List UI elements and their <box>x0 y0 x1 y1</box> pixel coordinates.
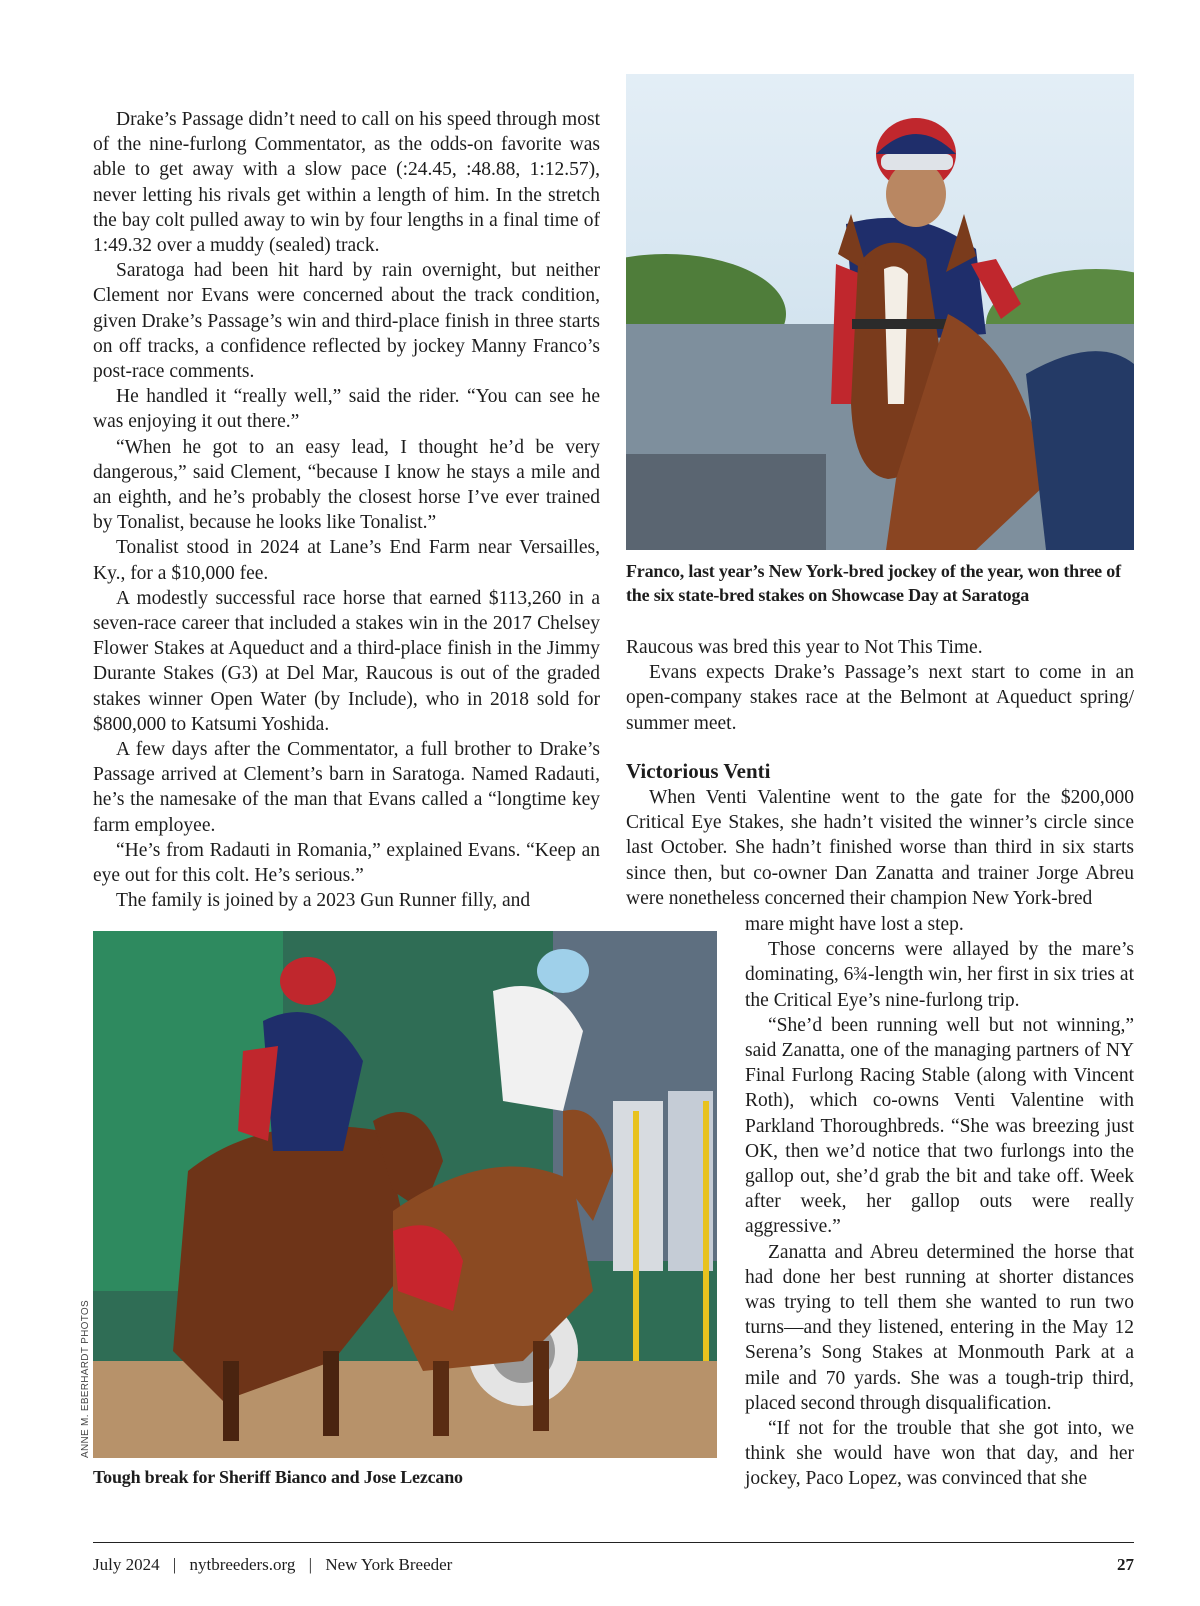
footer-separator: | <box>172 1555 177 1574</box>
paragraph: A few days after the Commentator, a full brother to Drake’s Passage arrived at Clement’s barn in Saratoga. Named Radauti, he’s the namesake of the man that Evans called a “longtime key farm employee. <box>93 739 600 836</box>
section-heading: Victorious Venti <box>626 758 771 783</box>
paragraph: Raucous was bred this year to Not This Time. <box>626 637 983 658</box>
paragraph: “He’s from Radauti in Romania,” explained Evans. “Keep an eye out for this colt. He’s serious.” <box>93 839 600 887</box>
left-column-text <box>93 107 600 914</box>
paragraph: Zanatta and Abreu determined the horse that had done her best running at shorter distances was trying to tell them she wanted to run two turns—and they listened, entering in the May 12 Serena’s Song Stakes at Monmouth Park at a mile and 70 yards. She was a tough-trip third, placed second through disqualification. <box>745 1241 1134 1414</box>
photo-credit: ANNE M. EBERHARDT PHOTOS <box>80 1300 91 1458</box>
photo-caption: Tough break for Sheriff Bianco and Jose Lezcano <box>93 1467 463 1487</box>
paragraph: Saratoga had been hit hard by rain overnight, but neither Clement nor Evans were concerned about the track condition, given Drake’s Passage’s win and third-place finish in three starts on off tracks, a confidence reflected by jockey Manny Franco’s post-race comments. <box>93 260 600 383</box>
jockey-winner-photo <box>626 74 1134 550</box>
issue-date: July 2024 <box>93 1555 160 1574</box>
paragraph: He handled it “really well,” said the rider. “You can see he was enjoying it out there.” <box>93 386 600 433</box>
footer-separator: | <box>308 1555 313 1574</box>
page-number: 27 <box>1117 1555 1134 1574</box>
footer-rule <box>93 1542 1134 1543</box>
paragraph: “She’d been running well but not winning,” said Zanatta, one of the managing partners of NY Final Furlong Racing Stable (along with Vincent Roth), which co-owns Venti Valentine with Parkland Thoroughbreds. “She was breezing just OK, then we’d notice that two furlongs into the gallop out, she’d grab the bit and take off. Week after week, her gallop outs were really aggressive.” <box>745 1014 1134 1238</box>
paragraph: The family is joined by a 2023 Gun Runner filly, and <box>116 890 531 912</box>
paragraph: Drake’s Passage didn’t need to call on his speed through most of the nine-furlong Commentator, as the odds-on favorite was able to get away with a slow pace (:24.45, :48.88, 1:12.57), never letting his rivals get within a length of him. In the stretch the bay colt pulled away to win by four lengths in a final time of 1:49.32 over a muddy (sealed) track. <box>93 109 600 257</box>
website-link[interactable]: nytbreeders.org <box>189 1555 296 1574</box>
photo-caption: Franco, last year’s New York-bred jockey of the year, won three of the six state-bred stakes on Showcase Day at Saratoga <box>626 561 1121 605</box>
page-footer <box>93 1555 1134 1575</box>
paragraph: mare might have lost a step. <box>745 914 964 935</box>
publication-name: New York Breeder <box>325 1555 453 1574</box>
paragraph: “When he got to an easy lead, I thought he’d be very dangerous,” said Clement, “because I know he stays a mile and an eighth, and he’s probably the closest horse I’ve ever trained by Tonalist, because he looks like Tonalist.” <box>93 436 600 534</box>
paragraph: Tonalist stood in 2024 at Lane’s End Farm near Versailles, Ky., for a $10,000 fee. <box>93 537 600 584</box>
paragraph: Evans expects Drake’s Passage’s next start to come in an open-company stakes race at the Belmont at Aqueduct spring/ summer meet. <box>626 662 1134 734</box>
paragraph: “If not for the trouble that she got into, we think she would have won that day, and her jockey, Paco Lopez, was convinced that she <box>745 1418 1134 1490</box>
right-column-text-continued <box>745 912 1134 1492</box>
right-column-text <box>626 635 1134 911</box>
paragraph: A modestly successful race horse that earned $113,260 in a seven-race career that included a stakes win in the 2017 Chelsey Flower Stakes at Aqueduct and a third-place finish in the Jimmy Durante Stakes (G3) at Del Mar, Raucous is out of the graded stakes winner Open Water (by Include), who in 2018 sold for $800,000 to Katsumi Yoshida. <box>93 587 600 735</box>
paragraph: Those concerns were allayed by the mare’s dominating, 6¾-length win, her first in six tries at the Critical Eye’s nine-furlong trip. <box>745 939 1134 1011</box>
starting-gate-photo <box>93 931 717 1458</box>
paragraph: When Venti Valentine went to the gate for the $200,000 Critical Eye Stakes, she hadn’t visited the winner’s circle since last October. She hadn’t finished worse than third in six starts since then, but co-owner Dan Zanatta and trainer Jorge Abreu were nonetheless concerned their champion New York-bred <box>626 787 1134 909</box>
